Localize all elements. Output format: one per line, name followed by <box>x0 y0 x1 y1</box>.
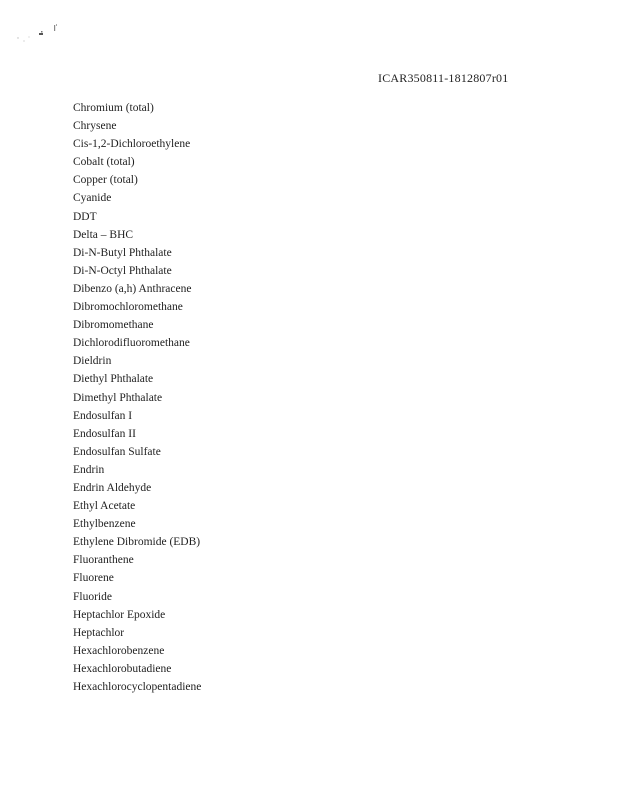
list-item: Chromium (total) <box>73 102 154 114</box>
list-item: Dibromomethane <box>73 319 154 332</box>
list-item: Ethylbenzene <box>73 518 136 531</box>
list-item: Fluorene <box>73 572 114 585</box>
list-item: Fluoride <box>73 590 112 603</box>
list-item: Hexachlorocyclopentadiene <box>73 681 202 693</box>
list-item: Endrin <box>73 463 105 476</box>
list-item: DDT <box>73 210 97 223</box>
list-item: Dieldrin <box>73 355 112 368</box>
list-item: Heptachlor <box>73 626 125 639</box>
list-item: Delta – BHC <box>73 228 134 241</box>
list-item: Dichlorodifluoromethane <box>73 337 190 350</box>
list-item: Diethyl Phthalate <box>73 373 154 386</box>
list-item: Hexachlorobutadiene <box>73 662 172 675</box>
chemical-list <box>73 99 201 696</box>
list-item: Ethylene Dibromide (EDB) <box>73 536 201 549</box>
list-item: Copper (total) <box>73 174 138 187</box>
list-item: Di-N-Butyl Phthalate <box>73 246 172 259</box>
list-item: Endrin Aldehyde <box>73 481 152 494</box>
list-item: Endosulfan Sulfate <box>73 445 161 458</box>
list-item: Dibromochloromethane <box>73 301 183 314</box>
document-id: ICAR350811-1812807r01 <box>378 71 509 85</box>
list-item: Heptachlor Epoxide <box>73 608 166 621</box>
list-item: Endosulfan I <box>73 409 133 422</box>
list-item: Fluoranthene <box>73 554 134 567</box>
list-item: Hexachlorobenzene <box>73 644 165 657</box>
list-item: Cyanide <box>73 192 112 205</box>
list-item: Di-N-Octyl Phthalate <box>73 264 172 277</box>
list-item: Dimethyl Phthalate <box>73 391 163 404</box>
list-item: Ethyl Acetate <box>73 500 136 513</box>
list-item: Chrysene <box>73 120 117 133</box>
scan-artifact-mark <box>14 22 62 44</box>
list-item: Cis-1,2-Dichloroethylene <box>73 138 191 151</box>
list-item: Endosulfan II <box>73 427 136 440</box>
list-item: Dibenzo (a,h) Anthracene <box>73 282 192 295</box>
list-item: Cobalt (total) <box>73 156 135 169</box>
